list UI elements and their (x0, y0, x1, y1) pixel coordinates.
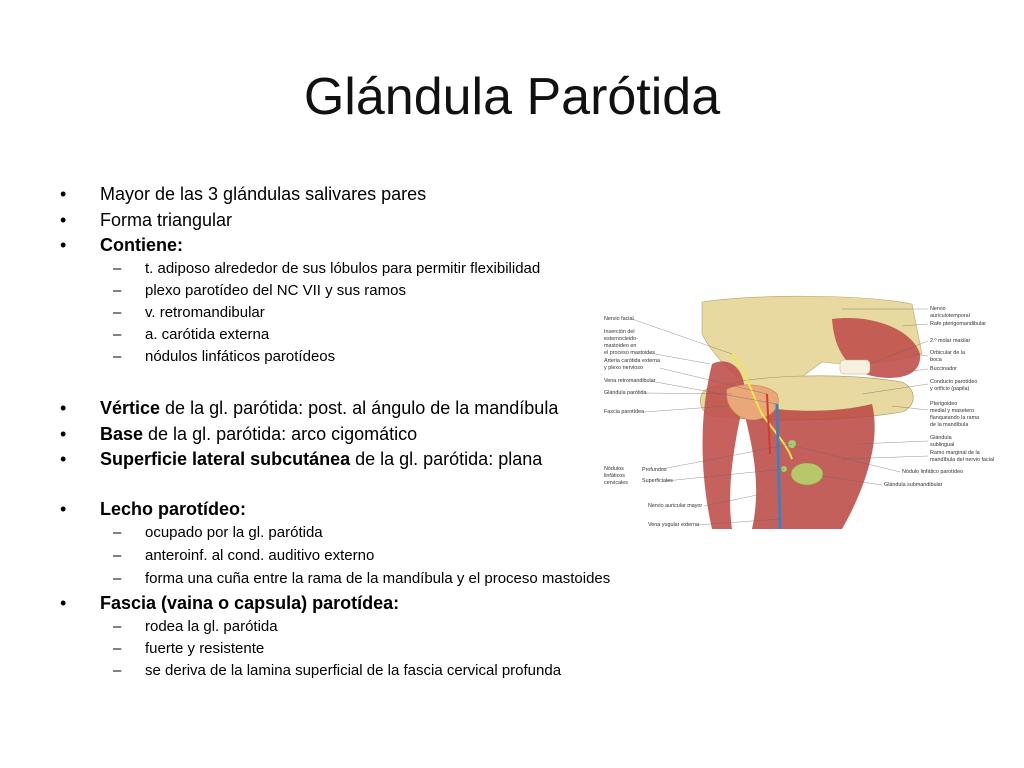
slide-title: Glándula Parótida (303, 68, 721, 126)
sub-item: anteroinf. al cond. auditivo externo (145, 547, 375, 564)
sub-item: rodea la gl. parótida (145, 618, 278, 635)
bullet-icon: • (60, 398, 67, 418)
bullet-superficie (100, 447, 542, 471)
label-flanqueando: flanqueando la rama (930, 415, 980, 421)
dash-icon: – (113, 326, 122, 343)
molar-teeth (840, 360, 870, 374)
bullet-item: Mayor de las 3 glándulas salivares pares (100, 184, 427, 204)
sub-item: plexo parotídeo del NC VII y sus ramos (145, 282, 406, 299)
sub-item: se deriva de la lamina superficial de la fascia cervical profunda (145, 662, 562, 679)
contiene-label: Contiene: (100, 235, 183, 255)
bullet-icon: • (60, 210, 67, 230)
label-linfaticos: linfáticos (604, 473, 625, 479)
label-glandula-submandibular: Glándula submandibular (884, 482, 943, 488)
vertice-text: de la gl. parótida: post. al ángulo de la mandíbula (160, 398, 559, 418)
label-nervio: Nervio (930, 306, 946, 312)
superficie-text: de la gl. parótida: plana (350, 449, 543, 469)
vertice-bold: Vértice (100, 398, 161, 418)
anatomy-illustration (602, 294, 1022, 534)
lecho-label: Lecho parotídeo: (100, 499, 247, 519)
dash-icon: – (113, 282, 122, 299)
label-sublingual: sublingual (930, 442, 955, 448)
bullet-base (100, 422, 417, 446)
label-auriculotemporal: auriculotemporal (930, 313, 970, 319)
label-de-la-mandibula: de la mandíbula (930, 422, 969, 428)
dash-icon: – (113, 618, 122, 635)
sub-item: v. retromandibular (145, 304, 265, 321)
sub-item: a. carótida externa (145, 326, 270, 343)
bullet-lecho (100, 497, 246, 521)
label-esternocleido: esternocleido- (604, 336, 638, 342)
label-glandula-parotida: Glándula parótida (604, 390, 647, 396)
label-nodulo-linfatico: Nódulo linfático parotídeo (902, 469, 964, 475)
label-mastoideo: mastoideo en (604, 343, 637, 349)
bullet-icon: • (60, 499, 67, 519)
dash-icon: – (113, 348, 122, 365)
label-proceso-mastoides: el proceso mastoides (604, 350, 655, 356)
label-vena-yugular: Vena yugular externa (648, 522, 699, 528)
label-rafe: Rafe pterigomandibular (930, 321, 987, 327)
bullet-vertice (100, 396, 558, 420)
dash-icon: – (113, 524, 122, 541)
label-profundos: Profundos (642, 467, 667, 473)
label-arteria-carotida: Arteria carótida externa (604, 358, 661, 364)
label-medial-masetero: medial y masetero (930, 408, 975, 414)
label-fascia-parotidea: Fascia parotídea (604, 409, 645, 415)
sub-item: nódulos linfáticos parotídeos (145, 348, 336, 365)
bullet-icon: • (60, 424, 67, 444)
label-buccinador: Buccinador (930, 366, 957, 372)
bullet-icon: • (60, 449, 67, 469)
dash-icon: – (113, 570, 122, 587)
label-nervio-auricular: Nervio auricular mayor (648, 503, 703, 509)
dash-icon: – (113, 547, 122, 564)
label-boca: boca (930, 357, 942, 363)
dash-icon: – (113, 304, 122, 321)
sub-item: ocupado por la gl. parótida (145, 524, 323, 541)
label-insercion: Inserción del (604, 329, 635, 335)
label-molar: 2.º molar maxilar (930, 338, 971, 344)
bullet-fascia (100, 591, 399, 615)
label-nervio-facial: Nervio facial (604, 316, 634, 322)
base-bold: Base (100, 424, 144, 444)
label-superficiales: Superficiales (642, 478, 673, 484)
label-cervicales: cervicales (604, 480, 628, 486)
dash-icon: – (113, 260, 122, 277)
dash-icon: – (113, 662, 122, 679)
base-text: de la gl. parótida: arco cigomático (143, 424, 418, 444)
superficie-bold: Superficie lateral subcutánea (100, 449, 351, 469)
submandibular-gland (791, 463, 823, 485)
sub-item: fuerte y resistente (145, 640, 265, 657)
sub-item: forma una cuña entre la rama de la mandíbula y el proceso mastoides (145, 570, 611, 587)
bullet-item: Forma triangular (100, 210, 233, 230)
label-plexo-nervioso: y plexo nervioso (604, 365, 643, 371)
label-pterigoideo: Pterigoideo (930, 401, 958, 407)
dash-icon: – (113, 640, 122, 657)
label-ramo-marginal: Ramo marginal de la (930, 450, 980, 456)
label-vena-retromandibular: Vena retromandibular (604, 378, 656, 384)
bullet-contiene (100, 233, 183, 257)
bullet-icon: • (60, 235, 67, 255)
label-orbicular: Orbicular de la (930, 350, 966, 356)
bullet-icon: • (60, 593, 67, 613)
label-mandibula-nervio: mandíbula del nervio facial (930, 457, 995, 463)
label-orificio: y orificio (papila) (930, 386, 970, 392)
label-glandula: Glándula (930, 435, 952, 441)
label-nodulos: Nódulos (604, 466, 624, 472)
fascia-label: Fascia (vaina o capsula) parotídea: (100, 593, 400, 613)
label-conducto-parotideo: Conducto parotídeo (930, 379, 978, 385)
sub-item: t. adiposo alrededor de sus lóbulos para permitir flexibilidad (145, 260, 541, 277)
bullet-icon: • (60, 184, 67, 204)
